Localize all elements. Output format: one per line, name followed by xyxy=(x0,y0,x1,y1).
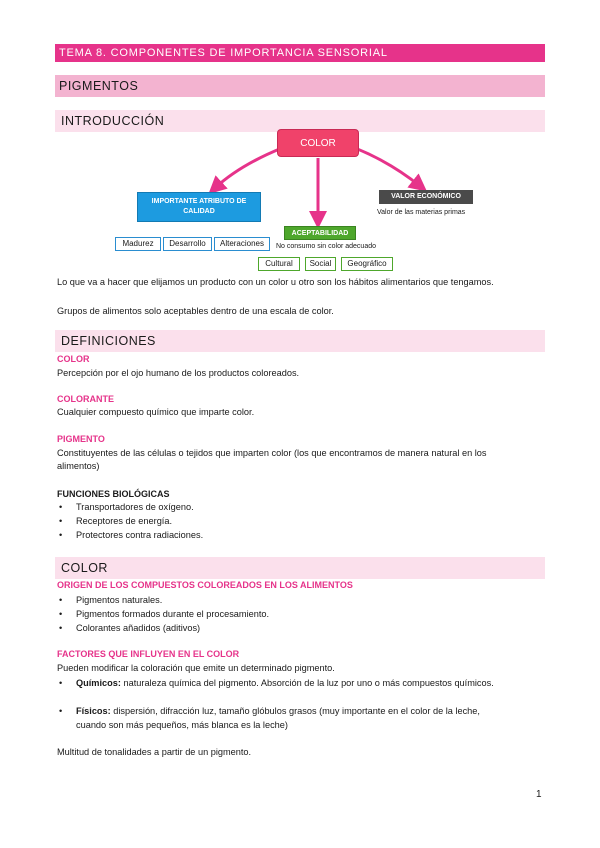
term-color: COLOR xyxy=(57,354,90,364)
bullet-icon: • xyxy=(59,706,63,716)
factor-quimicos xyxy=(76,677,494,689)
def-color: Percepción por el ojo humano de los productos coloreados. xyxy=(57,368,300,378)
def-pigmento-line-2: alimentos) xyxy=(57,461,100,471)
factor-fisicos-text: dispersión, difracción luz, tamaño glóbulos grasos (muy importante en el color de la leche, xyxy=(113,706,480,716)
diagram-root-color: COLOR xyxy=(277,129,359,157)
bullet-icon: • xyxy=(59,595,63,605)
origen-item: Pigmentos formados durante el procesamiento. xyxy=(76,609,270,619)
funcion-item: Receptores de energía. xyxy=(76,516,173,526)
subsection-heading-color: COLOR xyxy=(55,557,545,579)
funcion-item: Protectores contra radiaciones. xyxy=(76,530,204,540)
bullet-icon: • xyxy=(59,623,63,633)
factor-fisicos-label: Físicos: xyxy=(76,706,111,716)
funcion-item: Transportadores de oxígeno. xyxy=(76,502,194,512)
bullet-icon: • xyxy=(59,502,63,512)
bullet-icon: • xyxy=(59,609,63,619)
factor-quimicos-label: Químicos: xyxy=(76,678,121,688)
origen-title: ORIGEN DE LOS COMPUESTOS COLOREADOS EN LOS ALIMENTOS xyxy=(57,580,353,590)
diagram-item-geografico: Geográfico xyxy=(341,257,393,271)
page-number: 1 xyxy=(536,789,542,800)
arrow-to-economico xyxy=(355,148,420,186)
diagram-item-social: Social xyxy=(305,257,336,271)
diagram-note-aceptabilidad: No consumo sin color adecuado xyxy=(276,243,377,250)
bullet-icon: • xyxy=(59,678,63,688)
subsection-heading-introduccion: INTRODUCCIÓN xyxy=(55,110,545,132)
factor-fisicos-text-line-2: cuando son más pequeños, más blanca es la leche) xyxy=(76,720,288,730)
def-pigmento-line-1: Constituyentes de las células o tejidos que imparten color (los que encontramos de manera natural en los xyxy=(57,448,487,458)
bullet-icon: • xyxy=(59,530,63,540)
diagram-item-cultural: Cultural xyxy=(258,257,300,271)
factores-title: FACTORES QUE INFLUYEN EN EL COLOR xyxy=(57,649,240,659)
diagram-note-economico: Valor de las materias primas xyxy=(377,209,466,216)
diagram-item-desarrollo: Desarrollo xyxy=(163,237,212,251)
funciones-title: FUNCIONES BIOLÓGICAS xyxy=(57,489,170,499)
intro-paragraph-1: Lo que va a hacer que elijamos un producto con un color u otro son los hábitos alimentarios que tengamos. xyxy=(57,277,494,287)
subsection-heading-definiciones: DEFINICIONES xyxy=(55,330,545,352)
diagram-item-alteraciones: Alteraciones xyxy=(214,237,270,251)
diagram-item-madurez: Madurez xyxy=(115,237,161,251)
closing-sentence: Multitud de tonalidades a partir de un pigmento. xyxy=(57,747,252,757)
factores-intro: Pueden modificar la coloración que emite un determinado pigmento. xyxy=(57,663,335,673)
diagram-box-economico: VALOR ECONÓMICO xyxy=(379,190,473,204)
origen-item: Colorantes añadidos (aditivos) xyxy=(76,623,201,633)
topic-header: TEMA 8. COMPONENTES DE IMPORTANCIA SENSORIAL xyxy=(55,44,545,62)
bullet-icon: • xyxy=(59,516,63,526)
def-colorante: Cualquier compuesto químico que imparte color. xyxy=(57,407,255,417)
factor-quimicos-text: naturaleza química del pigmento. Absorción de la luz por uno o más compuestos químicos. xyxy=(123,678,494,688)
factor-fisicos xyxy=(76,705,480,717)
diagram-box-aceptabilidad: ACEPTABILIDAD xyxy=(284,226,356,240)
origen-item: Pigmentos naturales. xyxy=(76,595,163,605)
arrow-to-calidad xyxy=(215,148,282,188)
term-colorante: COLORANTE xyxy=(57,394,114,404)
term-pigmento: PIGMENTO xyxy=(57,434,105,444)
diagram-box-calidad: IMPORTANTE ATRIBUTO DE CALIDAD xyxy=(137,192,261,222)
section-heading-pigmentos: PIGMENTOS xyxy=(55,75,545,97)
intro-paragraph-2: Grupos de alimentos solo aceptables dentro de una escala de color. xyxy=(57,306,334,316)
